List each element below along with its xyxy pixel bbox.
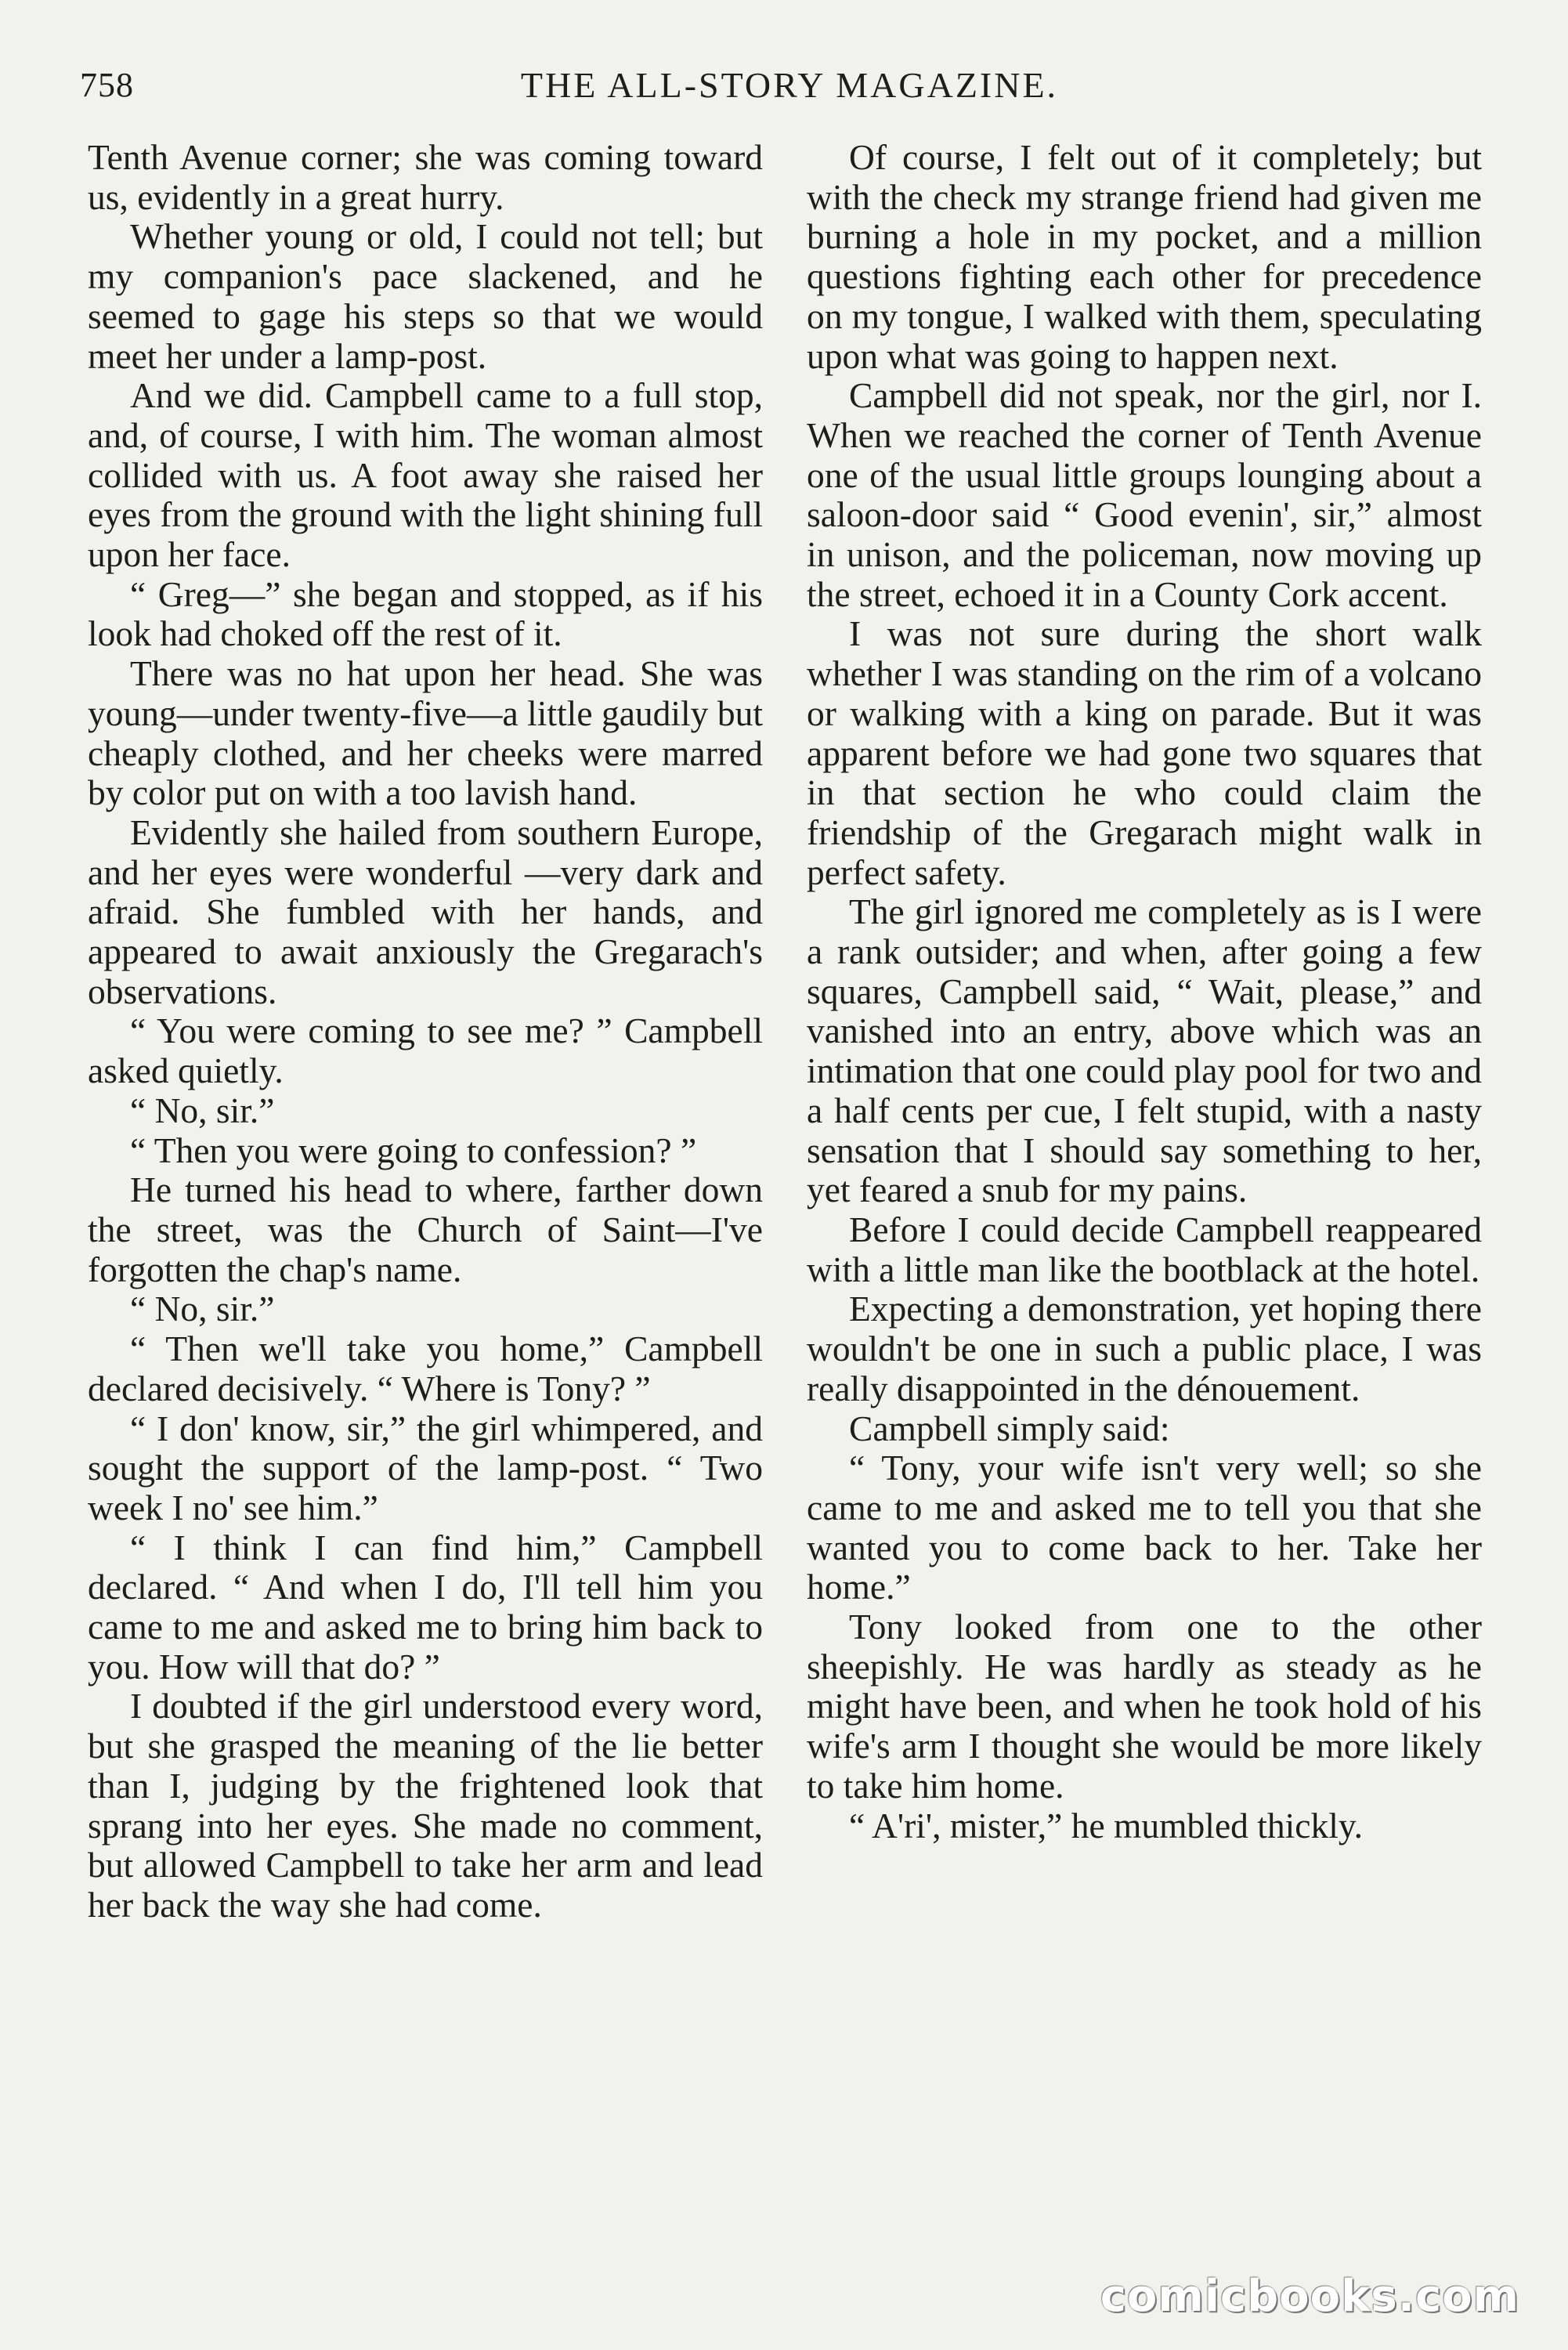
paragraph: There was no hat upon her head. She was young—under twenty-five—a little gaudily but cheaply clothed, and her cheeks were marred by color put on with a too lavish hand.	[88, 653, 763, 813]
paragraph: Before I could decide Campbell reappeared with a little man like the bootblack at the hotel.	[807, 1209, 1482, 1289]
paragraph: “ I think I can find him,” Campbell declared. “ And when I do, I'll tell him you came to me and asked me to bring him back to you. How will that do? ”	[88, 1527, 763, 1687]
paragraph: The girl ignored me completely as is I were a rank outsider; and when, after going a few squares, Campbell said, “ Wait, please,” and vanished into an entry, above which was an intimation that one could play pool for two and a half cents per cue, I felt stupid, with a nasty sensation that I should say something to her, yet feared a snub for my pains.	[807, 891, 1482, 1210]
paragraph: Tenth Avenue corner; she was coming toward us, evidently in a great hurry.	[88, 138, 763, 217]
paragraph: “ You were coming to see me? ” Campbell asked quietly.	[88, 1010, 763, 1091]
paragraph: He turned his head to where, farther down the street, was the Church of Saint—I've forgotten the chap's name.	[88, 1170, 763, 1289]
page-number: 758	[80, 66, 134, 104]
paragraph: Of course, I felt out of it completely; but with the check my strange friend had given me burning a hole in my pocket, and a million questions fighting each other for precedence on my tongue, I walked with them, speculating upon what was going to happen next.	[807, 138, 1482, 376]
text-column-left	[88, 138, 763, 2284]
paragraph: Campbell simply said:	[849, 1408, 1170, 1448]
paragraph: Evidently she hailed from southern Europe, and her eyes were wonderful —very dark and afraid. She fumbled with her hands, and appeared to await anxiously the Gregarach's observations.	[88, 812, 763, 1011]
paragraph: “ Then you were going to confession? ”	[130, 1130, 697, 1170]
paragraph: Tony looked from one to the other sheepishly. He was hardly as steady as he might have been, and when he took hold of his wife's arm I thought she would be more likely to take him home.	[807, 1607, 1482, 1806]
text-column-right	[807, 138, 1482, 2284]
watermark-logo: comicbooks.com	[1100, 2271, 1519, 2322]
page-header	[80, 58, 1499, 113]
paragraph: “ A'ri', mister,” he mumbled thickly.	[849, 1805, 1364, 1846]
paragraph: Campbell did not speak, nor the girl, nor I. When we reached the corner of Tenth Avenue one of the usual little groups lounging about a saloon-door said “ Good evenin', sir,” almost in unison, and the policeman, now moving up the street, echoed it in a County Cork accent.	[807, 375, 1482, 614]
paragraph: “ No, sir.”	[130, 1090, 275, 1130]
paragraph: “ Tony, your wife isn't very well; so she came to me and asked me to tell you that she wanted you to come back to her. Take her home.”	[807, 1448, 1482, 1607]
paragraph: “ Then we'll take you home,” Campbell declared decisively. “ Where is Tony? ”	[88, 1329, 763, 1408]
running-head: THE ALL-STORY MAGAZINE.	[520, 65, 1059, 105]
paragraph: “ No, sir.”	[130, 1289, 275, 1329]
paragraph: Expecting a demonstration, yet hoping there wouldn't be one in such a public place, I was really disappointed in the dénouement.	[807, 1289, 1482, 1408]
paragraph: I was not sure during the short walk whether I was standing on the rim of a volcano or walking with a king on parade. But it was apparent before we had gone two squares that in that section he who could claim the friendship of the Gregarach might walk in perfect safety.	[807, 613, 1482, 892]
paragraph: I doubted if the girl understood every word, but she grasped the meaning of the lie better than I, judging by the frightened look that sprang into her eyes. She made no comment, but allowed Campbell to take her arm and lead her back the way she had come.	[88, 1686, 763, 1925]
paragraph: And we did. Campbell came to a full stop, and, of course, I with him. The woman almost collided with us. A foot away she raised her eyes from the ground with the light shining full upon her face.	[88, 375, 763, 575]
paragraph: Whether young or old, I could not tell; but my companion's pace slackened, and he seemed to gage his steps so that we would meet her under a lamp-post.	[88, 216, 763, 376]
paragraph: “ Greg—” she began and stopped, as if his look had choked off the rest of it.	[88, 573, 763, 654]
paragraph: “ I don' know, sir,” the girl whimpered, and sought the support of the lamp-post. “ Two week I no' see him.”	[88, 1408, 763, 1528]
